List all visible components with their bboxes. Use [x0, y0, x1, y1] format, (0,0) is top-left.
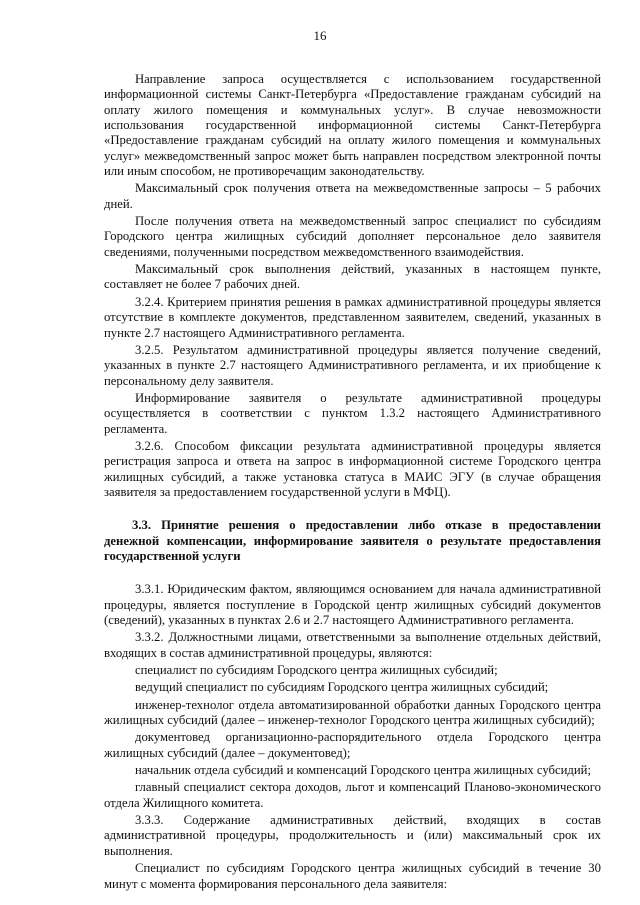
paragraph-3-3-1: 3.3.1. Юридическим фактом, являющимся основанием для начала административной процедуры, является поступление в Городской центр жилищных субсидий документов (сведений), указанных в пунктах 2.6 и 2.7 настоящего Административного регламента. — [104, 582, 601, 627]
paragraph-3-3-3: 3.3.3. Содержание административных действий, входящих в состав административной процедуры, продолжительность и (или) максимальный срок их выполнения. — [104, 813, 601, 858]
list-item-engineer: инженер-технолог отдела автоматизированной обработки данных Городского центра жилищных субсидий (далее – инженер-технолог Городского центра жилищных субсидий); — [104, 697, 601, 728]
paragraph-max-response-term: Максимальный срок получения ответа на межведомственные запросы – 5 рабочих дней. — [104, 181, 601, 211]
page-number: 16 — [313, 28, 327, 43]
paragraph-request-direction: Направление запроса осуществляется с использованием государственной информационной системы Санкт-Петербурга «Предоставление гражданам субсидий на оплату жилого помещения и коммунальных услуг». В случае невозможности использования государственной информационной системы Санкт-Петербурга «Предоставление гражданам субсидий на оплату жилого помещения и коммунальных услуг» межведомственный запрос может быть направлен посредством электронной почты или иным способом, не противоречащим законодательству. — [104, 72, 601, 179]
paragraph-3-2-4: 3.2.4. Критерием принятия решения в рамках административной процедуры является отсутствие в комплекте документов, представленном заявителем, сведений, указанных в пункте 2.7 настоящего Административного регламента. — [104, 294, 601, 340]
paragraph-max-execution-term: Максимальный срок выполнения действий, указанных в настоящем пункте, составляет не более 7 рабочих дней. — [104, 262, 601, 292]
list-item-specialist: специалист по субсидиям Городского центра жилищных субсидий; — [135, 663, 498, 678]
list-item-department-head: начальник отдела субсидий и компенсаций Городского центра жилищных субсидий; — [135, 763, 591, 778]
paragraph-after-response: После получения ответа на межведомственный запрос специалист по субсидиям Городского центра жилищных субсидий дополняет персональное дело заявителя сведениями, полученными посредством межведомственного взаимодействия. — [104, 214, 601, 259]
paragraph-3-3-2: 3.3.2. Должностными лицами, ответственными за выполнение отдельных действий, входящих в состав административной процедуры, являются: — [104, 630, 601, 660]
document-body — [104, 72, 601, 894]
paragraph-informing: Информирование заявителя о результате административной процедуры осуществляется в соответствии с пунктом 1.3.2 настоящего Административного регламента. — [104, 390, 601, 436]
section-heading-3-3: 3.3. Принятие решения о предоставлении либо отказе в предоставлении денежной компенсации, информирование заявителя о результате предоставления государственной услуги — [104, 518, 601, 563]
list-item-document-specialist: документовед организационно-распорядительного отдела Городского центра жилищных субсидий (далее – документовед); — [104, 730, 601, 760]
list-item-lead-specialist: ведущий специалист по субсидиям Городского центра жилищных субсидий; — [135, 680, 549, 695]
paragraph-specialist-30-min: Специалист по субсидиям Городского центра жилищных субсидий в течение 30 минут с момента формирования персонального дела заявителя: — [104, 861, 601, 891]
list-item-chief-specialist: главный специалист сектора доходов, льгот и компенсаций Планово-экономического отдела Жилищного комитета. — [104, 780, 601, 810]
paragraph-3-2-5: 3.2.5. Результатом административной процедуры является получение сведений, указанных в пункте 2.7 настоящего Административного регламента, и их приобщение к персональному делу заявителя. — [104, 342, 601, 388]
paragraph-3-2-6: 3.2.6. Способом фиксации результата административной процедуры является регистрация запроса и ответа на запрос в информационной системе Городского центра жилищных субсидий, а также установка статуса в МАИС ЭГУ (в случае обращения заявителя за предоставлением государственной услуги в МФЦ). — [104, 438, 601, 499]
